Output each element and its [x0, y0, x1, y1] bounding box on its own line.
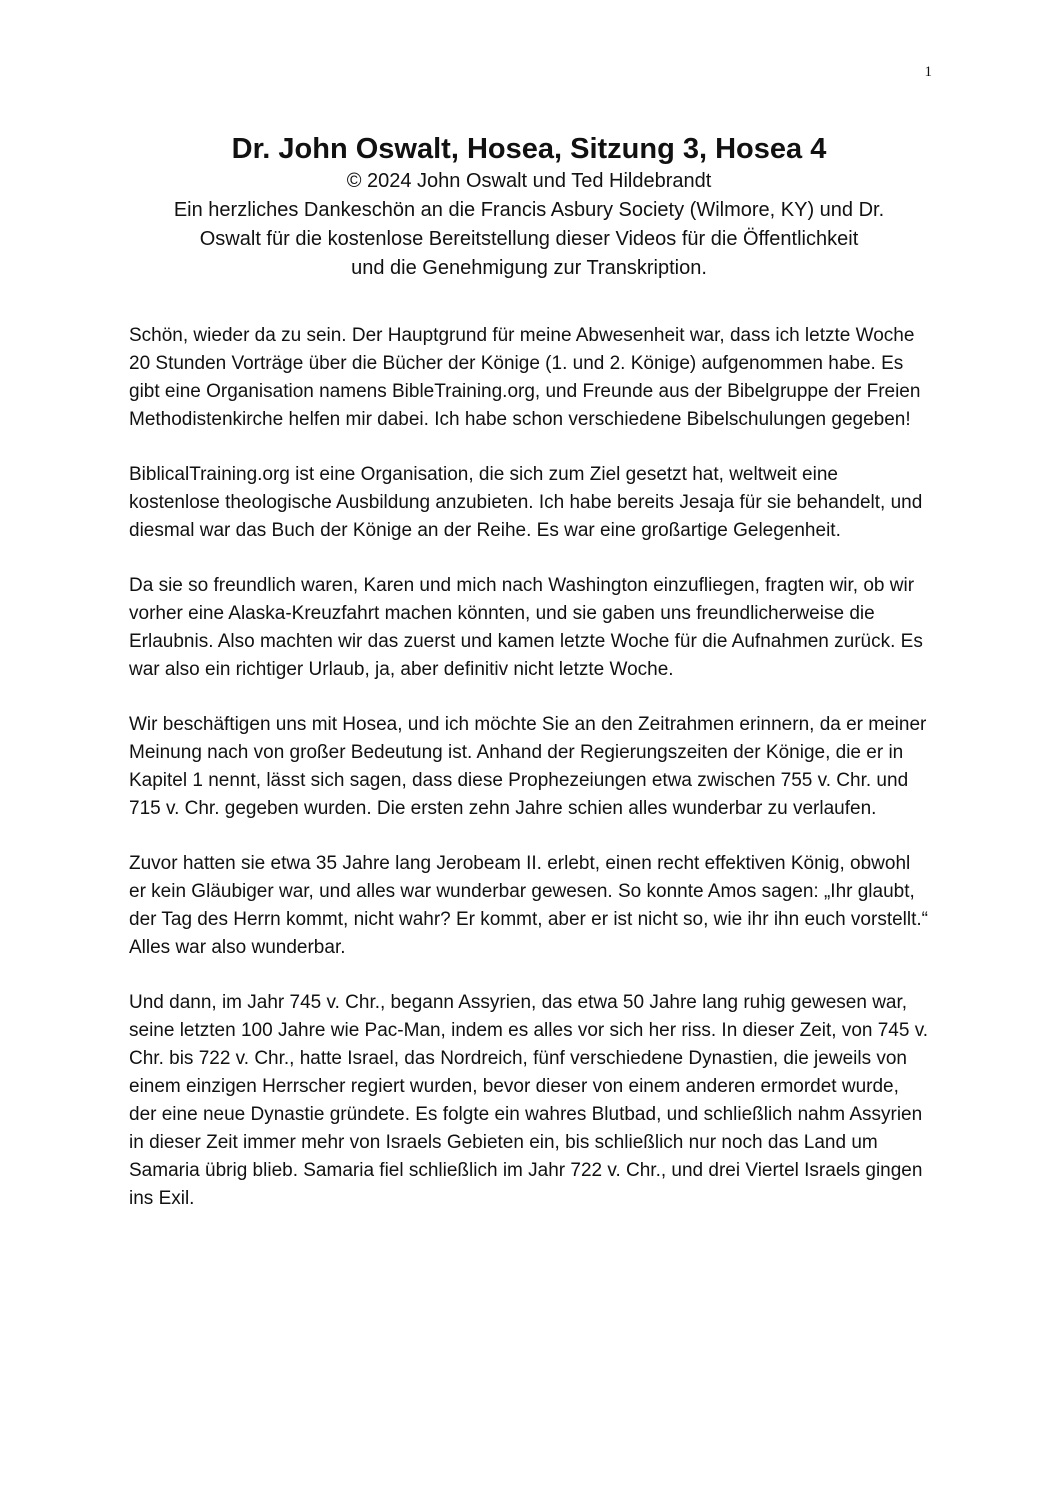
transcript-body — [129, 322, 929, 1240]
paragraph-6: Und dann, im Jahr 745 v. Chr., begann Assyrien, das etwa 50 Jahre lang ruhig gewesen war, seine letzten 100 Jahre wie Pac-Man, indem es alles vor sich her riss. In dieser Zeit, von 745 v. Chr. bis 722 v. Chr., hatte Israel, das Nordreich, fünf verschiedene Dynastien, die jeweils von einem einzigen Herrscher regiert wurden, bevor dieser von einem anderen ermordet wurde, der eine neue Dynastie gründete. Es folgte ein wahres Blutbad, und schließlich nahm Assyrien in dieser Zeit immer mehr von Israels Gebieten ein, bis schließlich nur noch das Land um Samaria übrig blieb. Samaria fiel schließlich im Jahr 722 v. Chr., und drei Viertel Israels gingen ins Exil. — [129, 992, 929, 1209]
copyright-line: © 2024 John Oswalt und Ted Hildebrandt — [346, 170, 712, 192]
document-header — [129, 131, 929, 283]
paragraph-3: Da sie so freundlich waren, Karen und mich nach Washington einzufliegen, fragten wir, ob wir vorher eine Alaska-Kreuzfahrt machen könnten, und sie gaben uns freundlicherweise die Erlaubnis. Also machten wir das zuerst und kamen letzte Woche für die Aufnahmen zurück. Es war also ein richtiger Urlaub, ja, aber definitiv nicht letzte Woche. — [129, 575, 923, 680]
page-number: 1 — [924, 64, 932, 80]
paragraph-1: Schön, wieder da zu sein. Der Hauptgrund für meine Abwesenheit war, dass ich letzte Woche 20 Stunden Vorträge über die Bücher der Könige (1. und 2. Könige) aufgenommen habe. Es gibt eine Organisation namens BibleTraining.org, und Freunde aus der Bibelgruppe der Freien Methodistenkirche helfen mir dabei. Ich habe schon verschiedene Bibelschulungen gegeben! — [129, 325, 921, 430]
thanks-line-3: und die Genehmigung zur Transkription. — [351, 257, 707, 279]
thanks-line-1: Ein herzliches Dankeschön an die Francis Asbury Society (Wilmore, KY) und Dr. — [173, 199, 885, 221]
paragraph-5: Zuvor hatten sie etwa 35 Jahre lang Jerobeam II. erlebt, einen recht effektiven König, obwohl er kein Gläubiger war, und alles war wunderbar gewesen. So konnte Amos sagen: „Ihr glaubt, der Tag des Herrn kommt, nicht wahr? Er kommt, aber er ist nicht so, wie ihr ihn euch vorstellt.“ Alles war also wunderbar. — [129, 853, 929, 958]
paragraph-4: Wir beschäftigen uns mit Hosea, und ich möchte Sie an den Zeitrahmen erinnern, da er meiner Meinung nach von großer Bedeutung ist. Anhand der Regierungszeiten der Könige, die er in Kapitel 1 nennt, lässt sich sagen, dass diese Prophezeiungen etwa zwischen 755 v. Chr. und 715 v. Chr. gegeben wurden. Die ersten zehn Jahre schien alles wunderbar zu verlaufen. — [129, 714, 927, 819]
paragraph-2: BiblicalTraining.org ist eine Organisation, die sich zum Ziel gesetzt hat, weltweit eine kostenlose theologische Ausbildung anzubieten. Ich habe bereits Jesaja für sie behandelt, und diesmal war das Buch der Könige an der Reihe. Es war eine großartige Gelegenheit. — [129, 464, 923, 541]
document-title: Dr. John Oswalt, Hosea, Sitzung 3, Hosea 4 — [231, 133, 827, 165]
thanks-line-2: Oswalt für die kostenlose Bereitstellung dieser Videos für die Öffentlichkeit — [199, 228, 859, 250]
